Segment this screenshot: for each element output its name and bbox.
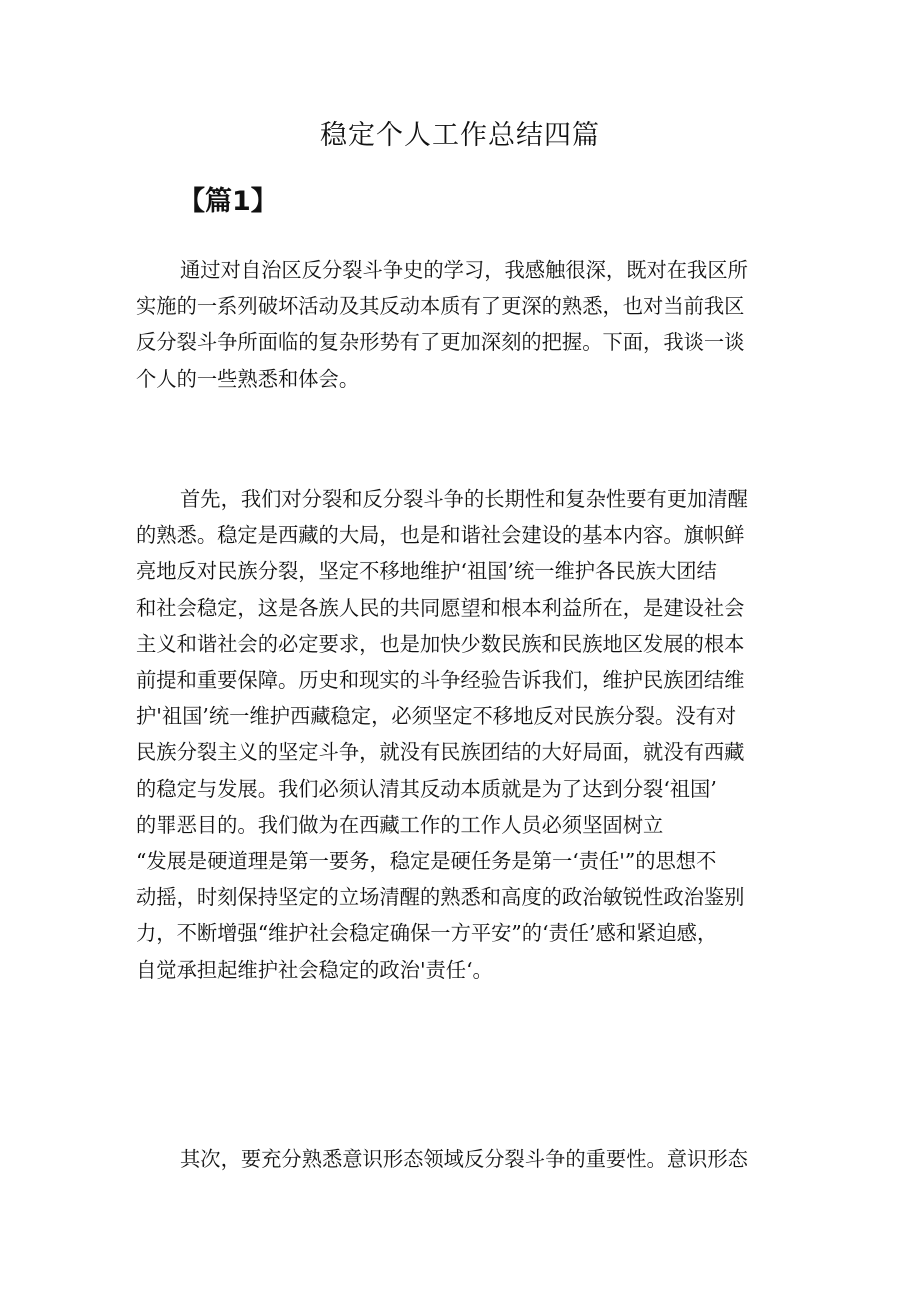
document-title: 稳定个人工作总结四篇 [320, 120, 600, 151]
paragraph-line: 个人的一些熟悉和体会。 [136, 366, 360, 391]
paragraph-line: 前提和重要保障。历史和现实的斗争经验告诉我们，维护民族团结维 [136, 668, 745, 693]
paragraph-line: 力，不断增强“维护社会稳定确保一方平安”的‘责任’感和紧迫感， [136, 921, 718, 946]
paragraph-line: 护'祖国’统一维护西藏稳定，必须坚定不移地反对民族分裂。没有对 [136, 704, 737, 729]
paragraph-line: 自觉承担起维护社会稳定的政治'责任‘。 [136, 957, 493, 982]
paragraph-1 [136, 252, 792, 397]
paragraph-2 [136, 481, 792, 988]
paragraph-line: 民族分裂主义的坚定斗争，就没有民族团结的大好局面，就没有西藏 [136, 740, 745, 765]
paragraph-3 [136, 1141, 792, 1177]
paragraph-line: 实施的一系列破坏活动及其反动本质有了更深的熟悉，也对当前我区 [136, 294, 745, 319]
paragraph-line: 反分裂斗争所面临的复杂形势有了更加深刻的把握。下面，我谈一谈 [136, 330, 745, 355]
paragraph-line: 的稳定与发展。我们必须认清其反动本质就是为了达到分裂‘祖国’ [136, 776, 717, 801]
section-heading: 【篇1】 [178, 186, 278, 217]
paragraph-line: 和社会稳定，这是各族人民的共同愿望和根本利益所在，是建设社会 [136, 595, 745, 620]
paragraph-line: 亮地反对民族分裂，坚定不移地维护‘祖国’统一维护各民族大团结 [136, 559, 717, 584]
paragraph-line: 通过对自治区反分裂斗争史的学习，我感触很深，既对在我区所 [180, 258, 748, 282]
paragraph-line: 的熟悉。稳定是西藏的大局，也是和谐社会建设的基本内容。旗帜鲜 [136, 523, 745, 548]
paragraph-line: 主义和谐社会的必定要求，也是加快少数民族和民族地区发展的根本 [136, 631, 745, 656]
paragraph-line: 的罪恶目的。我们做为在西藏工作的工作人员必须坚固树立 [136, 812, 664, 837]
paragraph-line: 其次，要充分熟悉意识形态领域反分裂斗争的重要性。意识形态 [180, 1147, 748, 1171]
paragraph-line: “发展是硬道理是第一要务，稳定是硬任务是第一‘责任'”的思想不 [136, 849, 717, 874]
paragraph-line: 首先，我们对分裂和反分裂斗争的长期性和复杂性要有更加清醒 [180, 487, 748, 511]
paragraph-line: 动摇，时刻保持坚定的立场清醒的熟悉和高度的政治敏锐性政治鉴别 [136, 885, 745, 910]
